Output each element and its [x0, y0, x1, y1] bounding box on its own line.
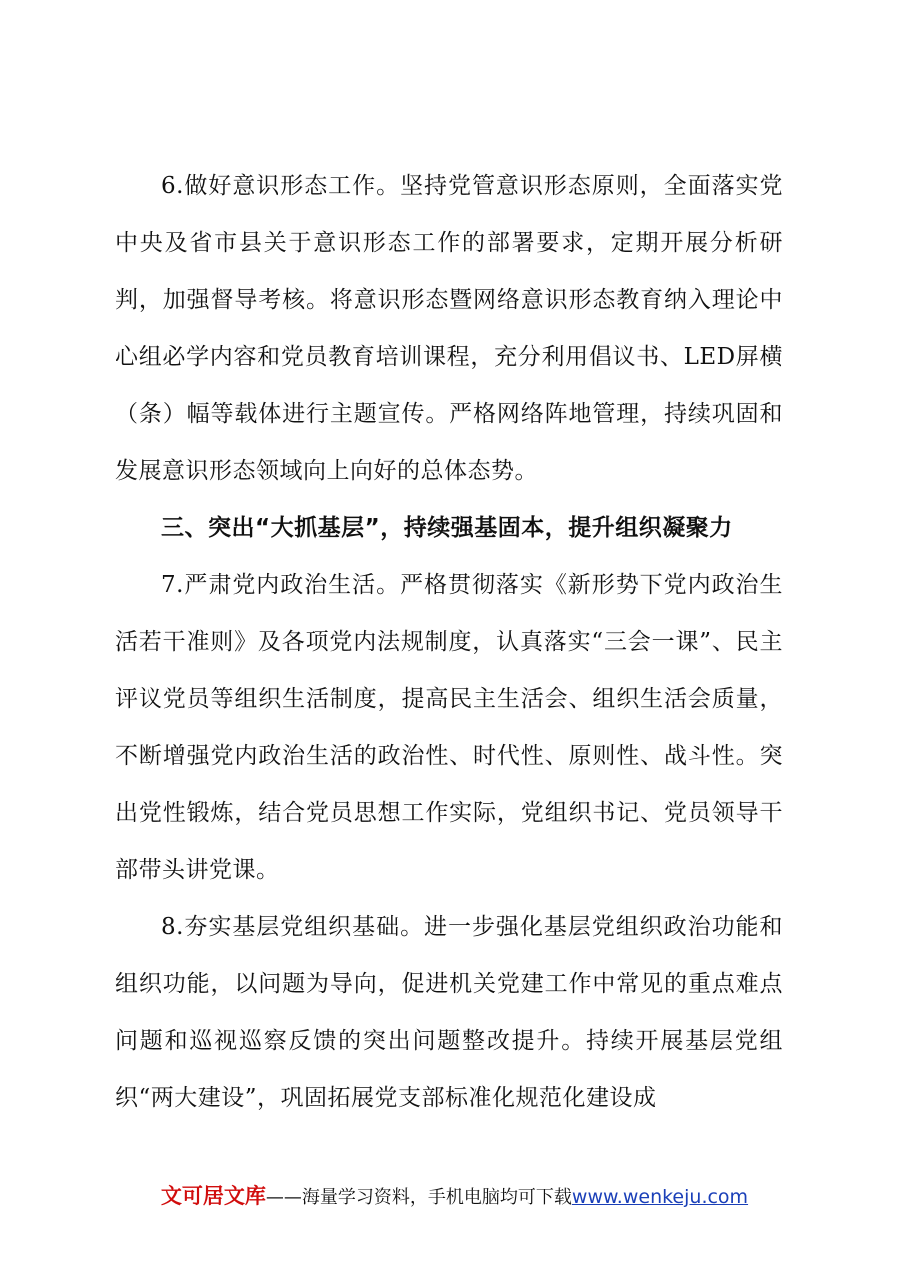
- footer-website-link[interactable]: www.wenkeju.com: [571, 1186, 749, 1208]
- footer-banner: [0, 1180, 909, 1210]
- paragraph-6: 6.做好意识形态工作。坚持党管意识形态原则，全面落实党中央及省市县关于意识形态工作的部署要求，定期开展分析研判，加强督导考核。将意识形态暨网络意识形态教育纳入理论中心组必学内容和党员教育培训课程，充分利用倡议书、LED屏横（条）幅等载体进行主题宣传。严格网络阵地管理，持续巩固和发展意识形态领域向上向好的总体态势。: [115, 173, 783, 484]
- document-body: [115, 158, 783, 1127]
- paragraph-7: 7.严肃党内政治生活。严格贯彻落实《新形势下党内政治生活若干准则》及各项党内法规制度，认真落实“三会一课”、民主评议党员等组织生活制度，提高民主生活会、组织生活会质量，不断增强党内政治生活的政治性、时代性、原则性、战斗性。突出党性锻炼，结合党员思想工作实际，党组织书记、党员领导干部带头讲党课。: [115, 572, 783, 883]
- paragraph-8: 8.夯实基层党组织基础。进一步强化基层党组织政治功能和组织功能，以问题为导向，促进机关党建工作中常见的重点难点问题和巡视巡察反馈的突出问题整改提升。持续开展基层党组织“两大建设”，巩固拓展党支部标准化规范化建设成: [115, 914, 783, 1111]
- footer-brand: 文可居文库: [160, 1184, 266, 1208]
- section-heading-3: 三、突出“大抓基层”，持续强基固本，提升组织凝聚力: [161, 515, 733, 541]
- footer-tagline: ——海量学习资料，手机电脑均可下载: [265, 1187, 572, 1208]
